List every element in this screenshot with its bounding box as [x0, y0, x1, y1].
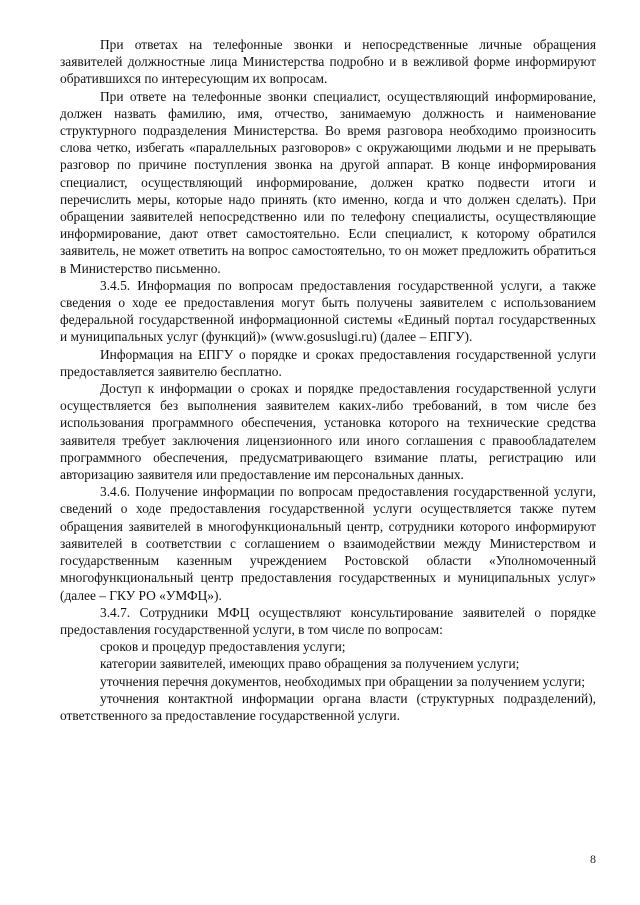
page-number: 8 [590, 852, 596, 866]
paragraph-3-4-5: 3.4.5. Информация по вопросам предоставления государственной услуги, а также сведения о ходе ее предоставления могут быть получены заявителем с использованием федеральной государственной информационной системы «Единый портал государственных и муниципальных услуг (функций)» (www.gosuslugi.ru) (далее – ЕПГУ). [60, 277, 596, 345]
document-page [60, 36, 596, 724]
paragraph-3-4-7: 3.4.7. Сотрудники МФЦ осуществляют консультирование заявителей о порядке предоставления государственной услуги, в том числе по вопросам: [60, 604, 596, 637]
list-item-terms: сроков и процедур предоставления услуги; [100, 639, 346, 655]
paragraph-3-4-6: 3.4.6. Получение информации по вопросам предоставления государственной услуги, сведений о ходе предоставления государственной услуги осуществляется также путем обращения заявителей в многофункциональный центр, сотрудники которого информируют заявителей в соответствии с соглашением о взаимодействии между Министерством и государственным казенным учреждением Ростовской области «Уполномоченный многофункциональный центр предоставления государственных и муниципальных услуг» (далее – ГКУ РО «УМФЦ»). [60, 484, 596, 603]
paragraph-epgu-free: Информация на ЕПГУ о порядке и сроках предоставления государственной услуги предоставляется заявителю бесплатно. [60, 346, 596, 379]
list-item-documents: уточнения перечня документов, необходимых при обращении за получением услуги; [100, 673, 586, 689]
paragraph-access-info: Доступ к информации о сроках и порядке предоставления государственной услуги осуществляется без выполнения заявителем каких-либо требований, в том числе без использования программного обеспечения, установка которого на технические средства заявителя требует заключения лицензионного или иного соглашения с правообладателем программного обеспечения, предусматривающего взимание платы, регистрацию или авторизацию заявителя или предоставление им персональных данных. [60, 381, 596, 483]
paragraph-phone-answers: При ответах на телефонные звонки и непосредственные личные обращения заявителей должностные лица Министерства подробно и в вежливой форме информируют обратившихся по интересующим их вопросам. [60, 37, 596, 87]
list-item-categories: категории заявителей, имеющих право обращения за получением услуги; [100, 656, 520, 672]
list-item-contacts: уточнения контактной информации органа власти (структурных подразделений), ответственного за предоставление государственной услуги. [60, 690, 596, 723]
paragraph-phone-specialist: При ответе на телефонные звонки специалист, осуществляющий информирование, должен назвать фамилию, имя, отчество, занимаемую должность и наименование структурного подразделения Министерства. Во время разговора необходимо произносить слова четко, избегать «параллельных разговоров» с окружающими людьми и не прерывать разговор по причине поступления звонка на другой аппарат. В конце информирования специалист, осуществляющий информирование, должен кратко подвести итоги и перечислить меры, которые надо принять (кто именно, когда и что должен сделать). При обращении заявителей непосредственно или по телефону специалисты, осуществляющие информирование, дают ответ самостоятельно. Если специалист, к которому обратился заявитель, не может ответить на вопрос самостоятельно, то он может предложить обратиться в Министерство письменно. [60, 88, 596, 276]
